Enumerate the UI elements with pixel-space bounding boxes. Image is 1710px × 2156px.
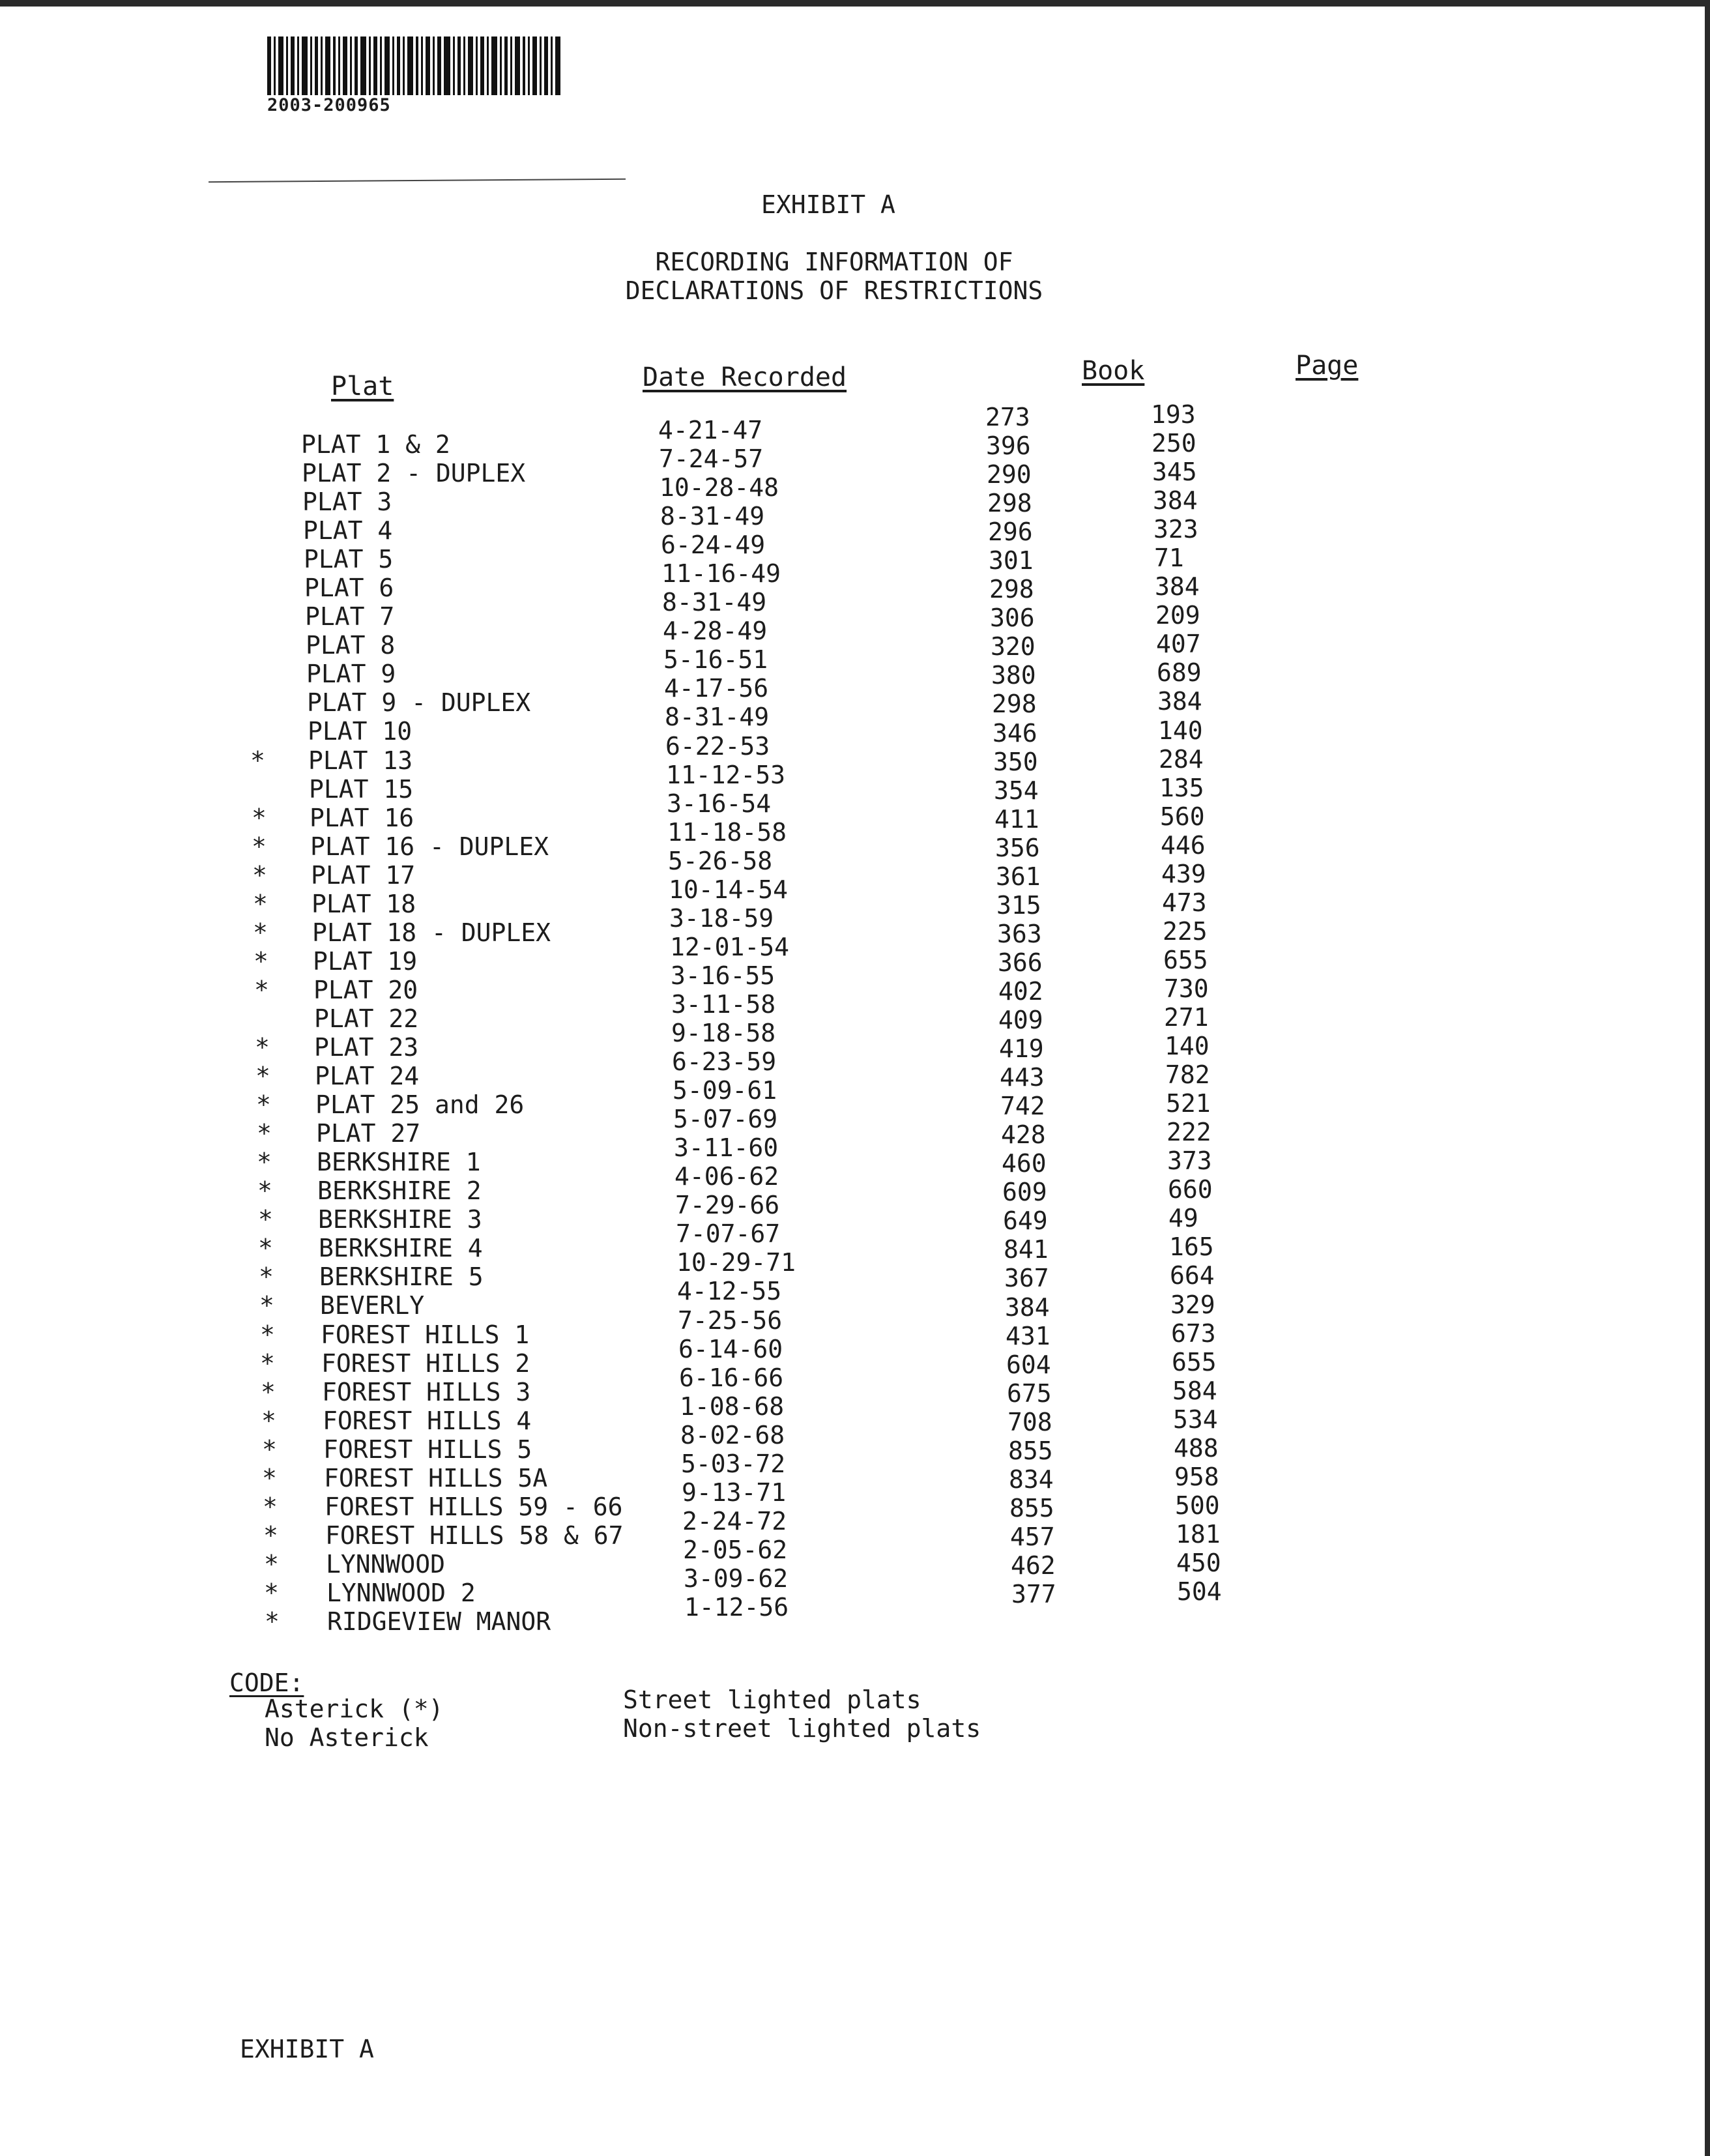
- cell-page: 584: [1172, 1377, 1217, 1405]
- barcode-image: [267, 36, 560, 95]
- cell-date: 6-22-53: [665, 732, 770, 761]
- cell-date: 5-16-51: [663, 645, 768, 674]
- cell-book: 841: [1004, 1235, 1049, 1264]
- cell-mark: *: [253, 890, 268, 918]
- cell-page: 730: [1164, 974, 1209, 1003]
- cell-book: 855: [1009, 1494, 1054, 1522]
- cell-date: 3-11-60: [674, 1133, 779, 1162]
- cell-mark: *: [254, 947, 268, 976]
- cell-mark: *: [255, 1062, 270, 1090]
- cell-page: 664: [1170, 1261, 1215, 1290]
- cell-mark: *: [250, 746, 265, 775]
- code-key-no-asterisk: No Asterick: [265, 1723, 429, 1752]
- cell-page: 222: [1167, 1118, 1211, 1146]
- cell-plat: PLAT 27: [316, 1119, 421, 1148]
- cell-mark: *: [257, 1119, 272, 1148]
- cell-book: 350: [993, 748, 1038, 776]
- cell-book: 363: [997, 920, 1042, 948]
- cell-date: 10-29-71: [676, 1248, 796, 1277]
- cell-mark: *: [252, 861, 267, 890]
- cell-date: 5-09-61: [673, 1076, 777, 1105]
- cell-book: 346: [993, 719, 1037, 748]
- cell-date: 6-24-49: [661, 531, 766, 559]
- cell-book: 402: [998, 977, 1043, 1006]
- cell-book: 708: [1007, 1408, 1052, 1436]
- cell-plat: BERKSHIRE 1: [317, 1148, 481, 1176]
- cell-date: 8-31-49: [660, 502, 765, 531]
- cell-plat: PLAT 20: [313, 976, 418, 1004]
- cell-book: 431: [1006, 1322, 1051, 1350]
- cell-date: 1-12-56: [684, 1593, 789, 1622]
- cell-book: 354: [994, 776, 1039, 805]
- cell-plat: PLAT 22: [314, 1004, 419, 1033]
- cell-mark: *: [254, 976, 269, 1004]
- title-line-2: DECLARATIONS OF RESTRICTIONS: [625, 276, 1043, 305]
- cell-plat: FOREST HILLS 58 & 67: [325, 1521, 624, 1550]
- cell-page: 782: [1165, 1060, 1210, 1089]
- cell-plat: PLAT 5: [304, 545, 394, 574]
- cell-page: 71: [1154, 544, 1184, 572]
- cell-plat: PLAT 6: [304, 574, 394, 602]
- column-header-page: Page: [1296, 351, 1359, 381]
- header-rule: [209, 179, 626, 182]
- cell-date: 3-16-54: [667, 789, 772, 818]
- cell-date: 6-14-60: [678, 1335, 783, 1363]
- code-label: CODE:: [229, 1668, 304, 1697]
- cell-page: 140: [1165, 1032, 1210, 1060]
- cell-page: 407: [1156, 630, 1201, 658]
- cell-date: 7-29-66: [675, 1191, 780, 1219]
- cell-book: 298: [989, 575, 1034, 604]
- cell-plat: PLAT 2 - DUPLEX: [302, 459, 526, 488]
- cell-mark: *: [264, 1550, 279, 1579]
- cell-page: 323: [1153, 515, 1198, 544]
- cell-date: 7-25-56: [678, 1306, 783, 1335]
- cell-book: 457: [1010, 1522, 1055, 1551]
- barcode-number: 2003-200965: [267, 95, 391, 115]
- cell-plat: PLAT 25 and 26: [315, 1090, 525, 1119]
- cell-page: 373: [1167, 1146, 1212, 1175]
- cell-date: 11-12-53: [666, 761, 786, 789]
- title-line-1: RECORDING INFORMATION OF: [655, 248, 1013, 276]
- cell-book: 315: [996, 891, 1041, 920]
- code-meaning-asterisk: Street lighted plats: [623, 1685, 921, 1714]
- cell-book: 298: [992, 690, 1037, 718]
- cell-plat: PLAT 1 & 2: [301, 430, 450, 459]
- cell-page: 958: [1174, 1463, 1219, 1491]
- cell-plat: PLAT 17: [311, 861, 416, 890]
- cell-plat: FOREST HILLS 4: [323, 1406, 532, 1435]
- cell-date: 2-24-72: [682, 1507, 787, 1536]
- cell-plat: PLAT 23: [314, 1033, 419, 1062]
- cell-plat: FOREST HILLS 1: [321, 1320, 530, 1349]
- cell-book: 462: [1011, 1551, 1056, 1580]
- cell-mark: *: [260, 1349, 275, 1378]
- document-title: [606, 248, 1062, 305]
- cell-book: 273: [985, 403, 1030, 431]
- cell-page: 689: [1157, 658, 1202, 687]
- column-header-date-recorded: Date Recorded: [643, 362, 847, 392]
- cell-date: 5-26-58: [668, 847, 773, 875]
- column-header-plat: Plat: [331, 371, 394, 401]
- cell-plat: PLAT 19: [313, 947, 418, 976]
- cell-mark: *: [252, 832, 267, 861]
- cell-date: 6-23-59: [672, 1047, 777, 1076]
- cell-page: 450: [1176, 1549, 1221, 1577]
- column-header-book: Book: [1082, 356, 1145, 386]
- cell-page: 209: [1155, 601, 1200, 630]
- cell-page: 384: [1155, 572, 1200, 601]
- cell-plat: PLAT 3: [302, 488, 392, 516]
- cell-date: 10-14-54: [669, 875, 789, 904]
- cell-mark: *: [258, 1234, 273, 1262]
- cell-date: 12-01-54: [670, 933, 790, 961]
- cell-plat: PLAT 7: [305, 602, 395, 631]
- cell-book: 377: [1011, 1580, 1056, 1609]
- cell-plat: FOREST HILLS 3: [322, 1378, 531, 1406]
- cell-page: 329: [1170, 1290, 1215, 1319]
- cell-mark: *: [263, 1521, 278, 1550]
- scan-edge-right: [1705, 0, 1710, 2156]
- cell-date: 9-18-58: [671, 1019, 776, 1047]
- cell-page: 284: [1159, 745, 1204, 774]
- cell-mark: *: [257, 1176, 272, 1205]
- cell-page: 135: [1159, 774, 1204, 802]
- cell-date: 5-07-69: [673, 1105, 778, 1133]
- cell-book: 306: [990, 604, 1035, 632]
- cell-page: 500: [1175, 1491, 1220, 1520]
- cell-book: 366: [998, 948, 1043, 977]
- cell-book: 290: [987, 460, 1032, 489]
- cell-book: 384: [1005, 1293, 1050, 1322]
- cell-book: 298: [987, 489, 1032, 517]
- cell-page: 345: [1152, 458, 1197, 486]
- cell-book: 675: [1007, 1379, 1052, 1408]
- cell-mark: *: [261, 1406, 276, 1435]
- cell-plat: BERKSHIRE 3: [318, 1205, 482, 1234]
- cell-page: 384: [1153, 486, 1198, 515]
- cell-page: 504: [1177, 1577, 1222, 1606]
- cell-page: 446: [1161, 831, 1206, 860]
- cell-plat: PLAT 8: [306, 631, 396, 660]
- cell-mark: *: [262, 1435, 277, 1464]
- cell-book: 834: [1009, 1465, 1054, 1494]
- cell-mark: *: [255, 1033, 270, 1062]
- cell-page: 439: [1161, 860, 1206, 888]
- cell-date: 4-21-47: [658, 416, 763, 444]
- cell-page: 225: [1163, 917, 1208, 946]
- cell-page: 271: [1164, 1003, 1209, 1032]
- cell-book: 296: [988, 517, 1033, 546]
- cell-page: 384: [1157, 687, 1202, 716]
- cell-mark: *: [259, 1262, 274, 1291]
- cell-plat: LYNNWOOD 2: [326, 1579, 476, 1607]
- cell-page: 534: [1173, 1405, 1218, 1434]
- cell-date: 11-16-49: [661, 559, 781, 588]
- cell-plat: RIDGEVIEW MANOR: [327, 1607, 551, 1636]
- cell-page: 250: [1152, 429, 1196, 458]
- cell-book: 443: [1000, 1063, 1045, 1092]
- cell-page: 140: [1158, 716, 1203, 745]
- cell-mark: *: [252, 804, 267, 832]
- cell-plat: BEVERLY: [320, 1291, 425, 1320]
- cell-date: 5-03-72: [681, 1449, 786, 1478]
- cell-plat: BERKSHIRE 2: [317, 1176, 482, 1205]
- cell-page: 165: [1169, 1232, 1214, 1261]
- cell-mark: *: [260, 1320, 275, 1349]
- cell-mark: *: [258, 1205, 273, 1234]
- cell-book: 419: [999, 1034, 1044, 1063]
- cell-mark: *: [262, 1464, 277, 1493]
- cell-date: 4-12-55: [677, 1277, 782, 1305]
- cell-page: 488: [1174, 1434, 1219, 1463]
- cell-plat: FOREST HILLS 5: [323, 1435, 532, 1464]
- cell-book: 460: [1002, 1149, 1047, 1178]
- cell-plat: PLAT 15: [309, 775, 414, 804]
- cell-book: 367: [1004, 1264, 1049, 1292]
- cell-book: 604: [1006, 1350, 1051, 1379]
- cell-mark: *: [256, 1090, 271, 1119]
- cell-book: 428: [1001, 1120, 1046, 1149]
- cell-date: 1-08-68: [680, 1392, 785, 1421]
- cell-mark: *: [265, 1607, 280, 1636]
- cell-plat: PLAT 18: [312, 890, 416, 918]
- cell-date: 8-31-49: [665, 703, 770, 731]
- cell-page: 193: [1151, 400, 1196, 429]
- cell-book: 411: [994, 805, 1039, 834]
- cell-plat: FOREST HILLS 2: [321, 1349, 530, 1378]
- cell-date: 7-07-67: [676, 1219, 781, 1248]
- cell-plat: FOREST HILLS 59 - 66: [325, 1493, 623, 1521]
- scan-edge-top: [0, 0, 1710, 7]
- cell-date: 7-24-57: [659, 444, 764, 473]
- cell-plat: BERKSHIRE 4: [319, 1234, 483, 1262]
- cell-date: 3-11-58: [671, 990, 776, 1019]
- cell-plat: PLAT 16: [310, 804, 414, 832]
- cell-book: 742: [1000, 1092, 1045, 1120]
- cell-book: 301: [989, 546, 1034, 575]
- cell-date: 3-18-59: [669, 904, 774, 933]
- cell-book: 855: [1008, 1436, 1053, 1465]
- cell-page: 655: [1163, 946, 1208, 974]
- cell-book: 649: [1003, 1206, 1048, 1235]
- cell-book: 361: [996, 862, 1041, 891]
- cell-date: 8-31-49: [662, 588, 767, 617]
- exhibit-title: EXHIBIT A: [761, 190, 895, 219]
- cell-page: 181: [1176, 1520, 1221, 1549]
- cell-page: 660: [1168, 1175, 1213, 1204]
- cell-book: 320: [991, 632, 1036, 661]
- code-key-asterisk: Asterick (*): [265, 1695, 444, 1723]
- footer-exhibit: EXHIBIT A: [240, 2035, 374, 2063]
- cell-date: 2-05-62: [683, 1536, 788, 1564]
- cell-page: 49: [1168, 1204, 1198, 1232]
- cell-mark: *: [261, 1378, 276, 1406]
- cell-plat: PLAT 10: [308, 717, 413, 746]
- cell-book: 609: [1002, 1178, 1047, 1206]
- cell-plat: PLAT 9 - DUPLEX: [307, 688, 531, 717]
- cell-date: 4-17-56: [664, 674, 769, 703]
- cell-date: 8-02-68: [680, 1421, 785, 1449]
- cell-page: 560: [1160, 802, 1205, 831]
- cell-date: 4-06-62: [674, 1162, 779, 1191]
- cell-date: 6-16-66: [679, 1363, 784, 1392]
- cell-book: 380: [991, 661, 1036, 690]
- cell-date: 4-28-49: [663, 617, 768, 645]
- cell-book: 396: [986, 431, 1031, 460]
- cell-plat: PLAT 9: [306, 660, 396, 688]
- cell-book: 356: [995, 834, 1040, 862]
- cell-page: 473: [1162, 888, 1207, 917]
- code-meaning-no-asterisk: Non-street lighted plats: [623, 1714, 981, 1743]
- cell-plat: PLAT 13: [308, 746, 413, 775]
- cell-plat: PLAT 18 - DUPLEX: [312, 918, 551, 947]
- cell-plat: PLAT 24: [315, 1062, 420, 1090]
- cell-mark: *: [257, 1148, 272, 1176]
- cell-page: 655: [1172, 1348, 1217, 1377]
- cell-plat: BERKSHIRE 5: [319, 1262, 484, 1291]
- cell-mark: *: [264, 1579, 279, 1607]
- cell-mark: *: [259, 1291, 274, 1320]
- cell-date: 11-18-58: [667, 818, 787, 847]
- cell-plat: PLAT 4: [303, 516, 393, 545]
- cell-plat: FOREST HILLS 5A: [324, 1464, 548, 1493]
- cell-date: 3-09-62: [684, 1564, 789, 1593]
- cell-date: 3-16-55: [671, 961, 775, 990]
- cell-plat: PLAT 16 - DUPLEX: [310, 832, 549, 861]
- cell-mark: *: [263, 1493, 278, 1521]
- cell-date: 10-28-48: [659, 473, 779, 502]
- cell-page: 521: [1166, 1089, 1211, 1118]
- cell-page: 673: [1171, 1319, 1216, 1348]
- cell-mark: *: [253, 918, 268, 947]
- cell-plat: LYNNWOOD: [326, 1550, 446, 1579]
- cell-date: 9-13-71: [682, 1478, 787, 1507]
- cell-book: 409: [998, 1006, 1043, 1034]
